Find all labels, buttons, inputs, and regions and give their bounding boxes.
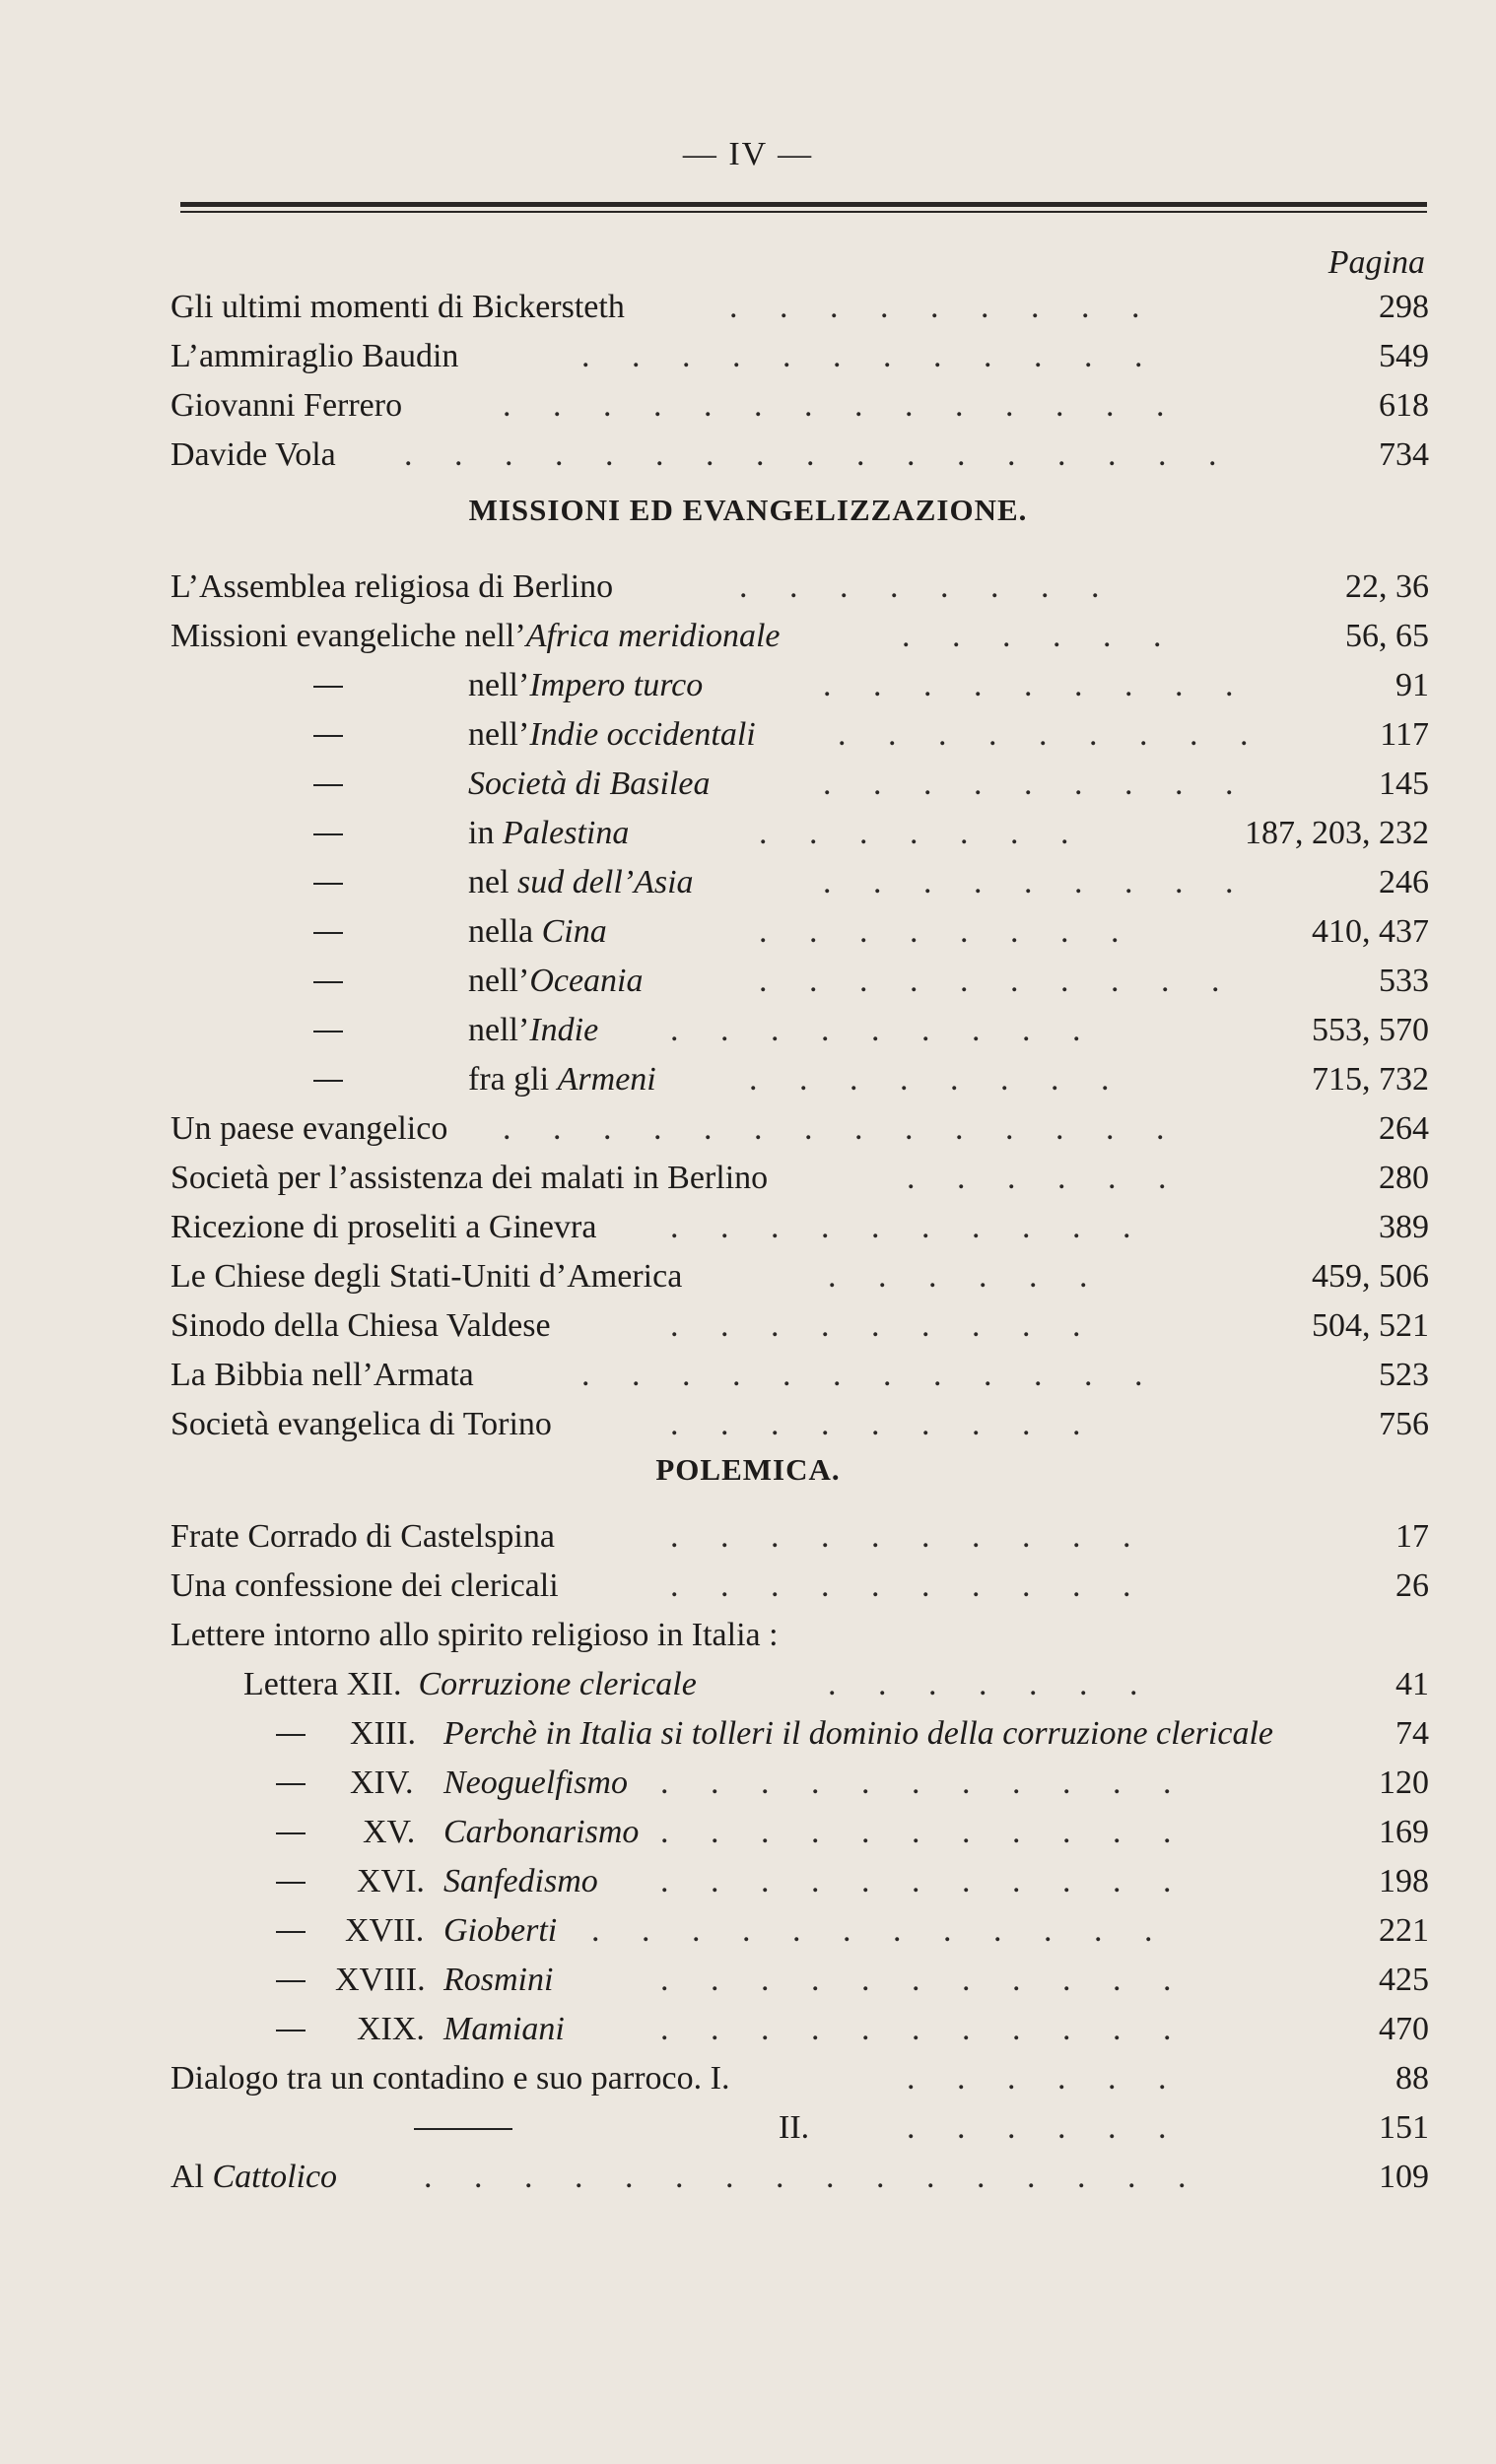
entry-title: Ricezione di proseliti a Ginevra bbox=[170, 1209, 597, 1245]
entry-page: 91 bbox=[1395, 667, 1429, 703]
entry-italic: Indie bbox=[529, 1012, 599, 1048]
entry-prefix: in bbox=[468, 815, 503, 851]
entry-title: Le Chiese degli Stati-Uniti d’America bbox=[170, 1258, 683, 1295]
leader-dots: . . . . . . . . . . bbox=[670, 1518, 1131, 1555]
toc-entry bbox=[0, 1204, 1496, 1251]
toc-entry bbox=[0, 284, 1496, 331]
leader-dots: . . . . . . bbox=[907, 2060, 1167, 2097]
leader-dots: . . . . . . . . . bbox=[670, 1012, 1081, 1048]
entry-italic: Società di Basilea bbox=[468, 766, 711, 802]
toc-subentry bbox=[0, 2104, 1496, 2152]
leader-dots: . . . . . . bbox=[902, 618, 1162, 654]
entry-title bbox=[468, 810, 629, 857]
entry-title bbox=[170, 613, 781, 660]
entry-page: 715, 732 bbox=[1312, 1061, 1429, 1098]
entry-title: La Bibbia nell’Armata bbox=[170, 1357, 474, 1393]
entry-title: Giovanni Ferrero bbox=[170, 387, 403, 424]
leader-dots: . . . . . . . . . . . . bbox=[581, 338, 1143, 374]
entry-page: 169 bbox=[1379, 1814, 1429, 1850]
ditto-dash bbox=[276, 1980, 306, 1982]
entry-title: Dialogo tra un contadino e suo parroco. I. bbox=[170, 2060, 730, 2097]
entry-italic: Africa meridionale bbox=[525, 618, 781, 654]
leader-dots: . . . . . . . . . . . bbox=[660, 1814, 1172, 1850]
entry-page: 120 bbox=[1379, 1765, 1429, 1801]
toc-subentry bbox=[0, 1957, 1496, 2004]
page-column-label: Pagina bbox=[1327, 244, 1425, 281]
ditto-dash bbox=[313, 1080, 343, 1082]
ditto-dash bbox=[313, 932, 343, 934]
ditto-dash bbox=[276, 1734, 306, 1736]
ditto-dash bbox=[313, 833, 343, 835]
entry-page: 298 bbox=[1379, 289, 1429, 325]
leader-dots: . . . . . . . . . . . . . . bbox=[503, 1110, 1165, 1147]
entry-italic: Rosmini bbox=[443, 1962, 554, 1998]
leader-dots: . . . . . . . . . bbox=[729, 289, 1140, 325]
ditto-dash bbox=[313, 883, 343, 885]
group-title: Lettere intorno allo spirito religioso in Italia : bbox=[170, 1617, 779, 1653]
toc-subentry bbox=[0, 958, 1496, 1005]
entry-page: 549 bbox=[1379, 338, 1429, 374]
entry-italic: Mamiani bbox=[443, 2011, 565, 2047]
toc-subentry bbox=[0, 859, 1496, 906]
entry-page: 109 bbox=[1379, 2159, 1429, 2195]
ditto-rule bbox=[414, 2128, 512, 2130]
leader-dots: . . . . . . . . . . . bbox=[660, 1863, 1172, 1899]
entry-page: 26 bbox=[1395, 1567, 1429, 1604]
entry-page: 22, 36 bbox=[1345, 568, 1429, 605]
ditto-dash bbox=[313, 784, 343, 786]
entry-italic: Armeni bbox=[557, 1061, 656, 1098]
entry-title bbox=[468, 859, 694, 906]
toc-subentry bbox=[0, 662, 1496, 709]
toc-entry bbox=[0, 1155, 1496, 1202]
toc-entry bbox=[0, 432, 1496, 479]
entry-page: 264 bbox=[1379, 1110, 1429, 1147]
entry-page: 533 bbox=[1379, 963, 1429, 999]
entry-page: 553, 570 bbox=[1312, 1012, 1429, 1048]
entry-italic: Oceania bbox=[529, 963, 644, 999]
leader-dots: . . . . . . . . bbox=[749, 1061, 1110, 1098]
entry-title bbox=[468, 958, 644, 1005]
toc-subentry bbox=[0, 1760, 1496, 1807]
entry-page: 117 bbox=[1380, 716, 1429, 753]
entry-page: 504, 521 bbox=[1312, 1307, 1429, 1344]
entry-page: 151 bbox=[1379, 2109, 1429, 2146]
section-heading-polemica: POLEMICA. bbox=[655, 1452, 841, 1487]
leader-dots: . . . . . . . . . bbox=[823, 766, 1234, 802]
toc-subentry bbox=[0, 1710, 1496, 1758]
entry-prefix: nel bbox=[468, 864, 518, 900]
leader-dots: . . . . . . . . bbox=[739, 568, 1100, 605]
entry-prefix: nell’ bbox=[468, 963, 530, 999]
toc-subentry bbox=[0, 761, 1496, 808]
entry-italic: Neoguelfismo bbox=[443, 1765, 628, 1801]
entry-italic: Indie occidentali bbox=[529, 716, 756, 753]
leader-dots: . . . . . . . . . . . . . . . . . bbox=[404, 436, 1217, 473]
entry-title bbox=[468, 711, 756, 759]
entry-title: Gli ultimi momenti di Bickersteth bbox=[170, 289, 625, 325]
entry-italic: Sanfedismo bbox=[443, 1863, 598, 1899]
leader-dots: . . . . . . . . . bbox=[823, 667, 1234, 703]
entry-italic: Corruzione clericale bbox=[418, 1666, 697, 1702]
leader-dots: . . . . . . . . . bbox=[670, 1307, 1081, 1344]
header-rule-thin bbox=[180, 211, 1427, 213]
entry-page: 187, 203, 232 bbox=[1245, 815, 1429, 851]
roman-numeral: XIII. bbox=[350, 1715, 417, 1752]
entry-prefix: nell’ bbox=[468, 667, 530, 703]
toc-subentry bbox=[0, 1907, 1496, 1955]
toc-entry bbox=[0, 1401, 1496, 1448]
roman-numeral: XV. bbox=[363, 1814, 416, 1850]
toc-subentry bbox=[0, 1858, 1496, 1905]
entry-title: Una confessione dei clericali bbox=[170, 1567, 559, 1604]
entry-title: Frate Corrado di Castelspina bbox=[170, 1518, 555, 1555]
entry-page: 756 bbox=[1379, 1406, 1429, 1442]
entry-italic: Cina bbox=[541, 913, 607, 950]
toc-entry bbox=[0, 1302, 1496, 1350]
leader-dots: . . . . . . bbox=[907, 2109, 1167, 2146]
toc-entry bbox=[0, 1253, 1496, 1300]
roman-numeral: XIX. bbox=[357, 2011, 425, 2047]
toc-entry bbox=[0, 1563, 1496, 1610]
entry-page: 88 bbox=[1395, 2060, 1429, 2097]
ditto-dash bbox=[313, 1031, 343, 1032]
entry-title: Società per l’assistenza dei malati in Berlino bbox=[170, 1160, 769, 1196]
leader-dots: . . . . . . . bbox=[759, 815, 1069, 851]
entry-italic: sud dell’Asia bbox=[517, 864, 694, 900]
entry-title: Società evangelica di Torino bbox=[170, 1406, 552, 1442]
roman-numeral: XIV. bbox=[350, 1765, 414, 1801]
entry-page: 56, 65 bbox=[1345, 618, 1429, 654]
leader-dots: . . . . . . . . . . . bbox=[660, 1962, 1172, 1998]
entry-prefix: nell’ bbox=[468, 1012, 530, 1048]
entry-title: L’Assemblea religiosa di Berlino bbox=[170, 568, 614, 605]
leader-dots: . . . . . . . . . bbox=[823, 864, 1234, 900]
entry-page: 246 bbox=[1379, 864, 1429, 900]
roman-numeral: XVI. bbox=[357, 1863, 425, 1899]
entry-title bbox=[468, 662, 703, 709]
entry-title: Un paese evangelico bbox=[170, 1110, 448, 1147]
entry-italic: Perchè in Italia si tolleri il dominio della corruzione clericale bbox=[443, 1715, 1273, 1752]
entry-italic: Cattolico bbox=[212, 2159, 338, 2195]
toc-entry bbox=[0, 564, 1496, 611]
leader-dots: . . . . . . . . . . . bbox=[660, 1765, 1172, 1801]
entry-title bbox=[468, 761, 711, 808]
leader-dots: . . . . . . bbox=[828, 1258, 1088, 1295]
leader-dots: . . . . . . . . . . . . bbox=[591, 1912, 1153, 1949]
entry-page: 41 bbox=[1395, 1666, 1429, 1702]
entry-title: L’ammiraglio Baudin bbox=[170, 338, 459, 374]
leader-dots: . . . . . . . . . . bbox=[670, 1209, 1131, 1245]
toc-entry bbox=[0, 1105, 1496, 1153]
toc-entry bbox=[0, 613, 1496, 660]
leader-dots: . . . . . . . . . . bbox=[759, 963, 1220, 999]
entry-page: 145 bbox=[1379, 766, 1429, 802]
entry-prefix-nell: nell’ bbox=[464, 618, 526, 654]
leader-dots: . . . . . . . . . . . . . . . . bbox=[424, 2159, 1187, 2195]
entry-title bbox=[468, 1056, 656, 1103]
leader-dots: . . . . . . . . . bbox=[838, 716, 1249, 753]
toc-subentry bbox=[0, 1007, 1496, 1054]
ditto-dash bbox=[276, 1882, 306, 1884]
entry-page: 523 bbox=[1379, 1357, 1429, 1393]
entry-page: 280 bbox=[1379, 1160, 1429, 1196]
entry-page: 425 bbox=[1379, 1962, 1429, 1998]
toc-subentry bbox=[0, 2006, 1496, 2053]
leader-dots: . . . . . . . . . . . bbox=[660, 2011, 1172, 2047]
toc-subentry bbox=[0, 711, 1496, 759]
leader-dots: . . . . . . . . . . . . . . bbox=[503, 387, 1165, 424]
entry-prefix: nell’ bbox=[468, 716, 530, 753]
entry-page: 470 bbox=[1379, 2011, 1429, 2047]
leader-dots: . . . . . . . . bbox=[759, 913, 1120, 950]
toc-subentry bbox=[0, 908, 1496, 956]
toc-subentry bbox=[0, 1809, 1496, 1856]
entry-title: Sinodo della Chiesa Valdese bbox=[170, 1307, 551, 1344]
ditto-dash bbox=[276, 1832, 306, 1834]
ditto-dash bbox=[276, 1783, 306, 1785]
entry-page: 410, 437 bbox=[1312, 913, 1429, 950]
ditto-dash bbox=[313, 686, 343, 688]
leader-dots: . . . . . . . . . bbox=[670, 1406, 1081, 1442]
entry-page: 734 bbox=[1379, 436, 1429, 473]
leader-dots: . . . . . . . bbox=[828, 1666, 1138, 1702]
toc-entry bbox=[0, 382, 1496, 430]
page-header: — IV — bbox=[682, 136, 814, 172]
section-heading-missioni: MISSIONI ED EVANGELIZZAZIONE. bbox=[468, 493, 1028, 527]
lettera-prefix: Lettera XII. bbox=[243, 1666, 402, 1702]
entry-title bbox=[243, 1661, 697, 1708]
entry-prefix: nella bbox=[468, 913, 542, 950]
header-rule-thick bbox=[180, 202, 1427, 207]
ditto-dash bbox=[276, 1931, 306, 1933]
roman-numeral: II. bbox=[779, 2109, 810, 2146]
entry-page: 17 bbox=[1395, 1518, 1429, 1555]
entry-prefix: Al bbox=[170, 2159, 213, 2195]
entry-title bbox=[468, 908, 607, 956]
entry-italic: Palestina bbox=[502, 815, 630, 851]
leader-dots: . . . . . . . . . . . . bbox=[581, 1357, 1143, 1393]
toc-entry bbox=[0, 333, 1496, 380]
toc-group-heading bbox=[0, 1612, 1496, 1659]
entry-title: Davide Vola bbox=[170, 436, 336, 473]
toc-entry bbox=[0, 1352, 1496, 1399]
toc-subentry bbox=[0, 1661, 1496, 1708]
entry-prefix: Missioni evangeliche bbox=[170, 618, 465, 654]
toc-entry bbox=[0, 2154, 1496, 2201]
roman-numeral: XVIII. bbox=[335, 1962, 426, 1998]
entry-page: 74 bbox=[1395, 1715, 1429, 1752]
entry-page: 618 bbox=[1379, 387, 1429, 424]
entry-page: 198 bbox=[1379, 1863, 1429, 1899]
roman-numeral: XVII. bbox=[345, 1912, 425, 1949]
entry-title bbox=[170, 2154, 337, 2201]
entry-page: 389 bbox=[1379, 1209, 1429, 1245]
leader-dots: . . . . . . bbox=[907, 1160, 1167, 1196]
toc-entry bbox=[0, 2055, 1496, 2102]
entry-prefix: fra gli bbox=[468, 1061, 558, 1098]
toc-entry bbox=[0, 1513, 1496, 1561]
ditto-dash bbox=[313, 981, 343, 983]
ditto-dash bbox=[276, 2030, 306, 2031]
entry-italic: Impero turco bbox=[529, 667, 704, 703]
toc-subentry bbox=[0, 810, 1496, 857]
toc-subentry bbox=[0, 1056, 1496, 1103]
entry-page: 459, 506 bbox=[1312, 1258, 1429, 1295]
entry-page: 221 bbox=[1379, 1912, 1429, 1949]
entry-italic: Carbonarismo bbox=[443, 1814, 640, 1850]
ditto-dash bbox=[313, 735, 343, 737]
entry-title bbox=[468, 1007, 598, 1054]
leader-dots: . . . . . . . . . . bbox=[670, 1567, 1131, 1604]
entry-italic: Gioberti bbox=[443, 1912, 558, 1949]
